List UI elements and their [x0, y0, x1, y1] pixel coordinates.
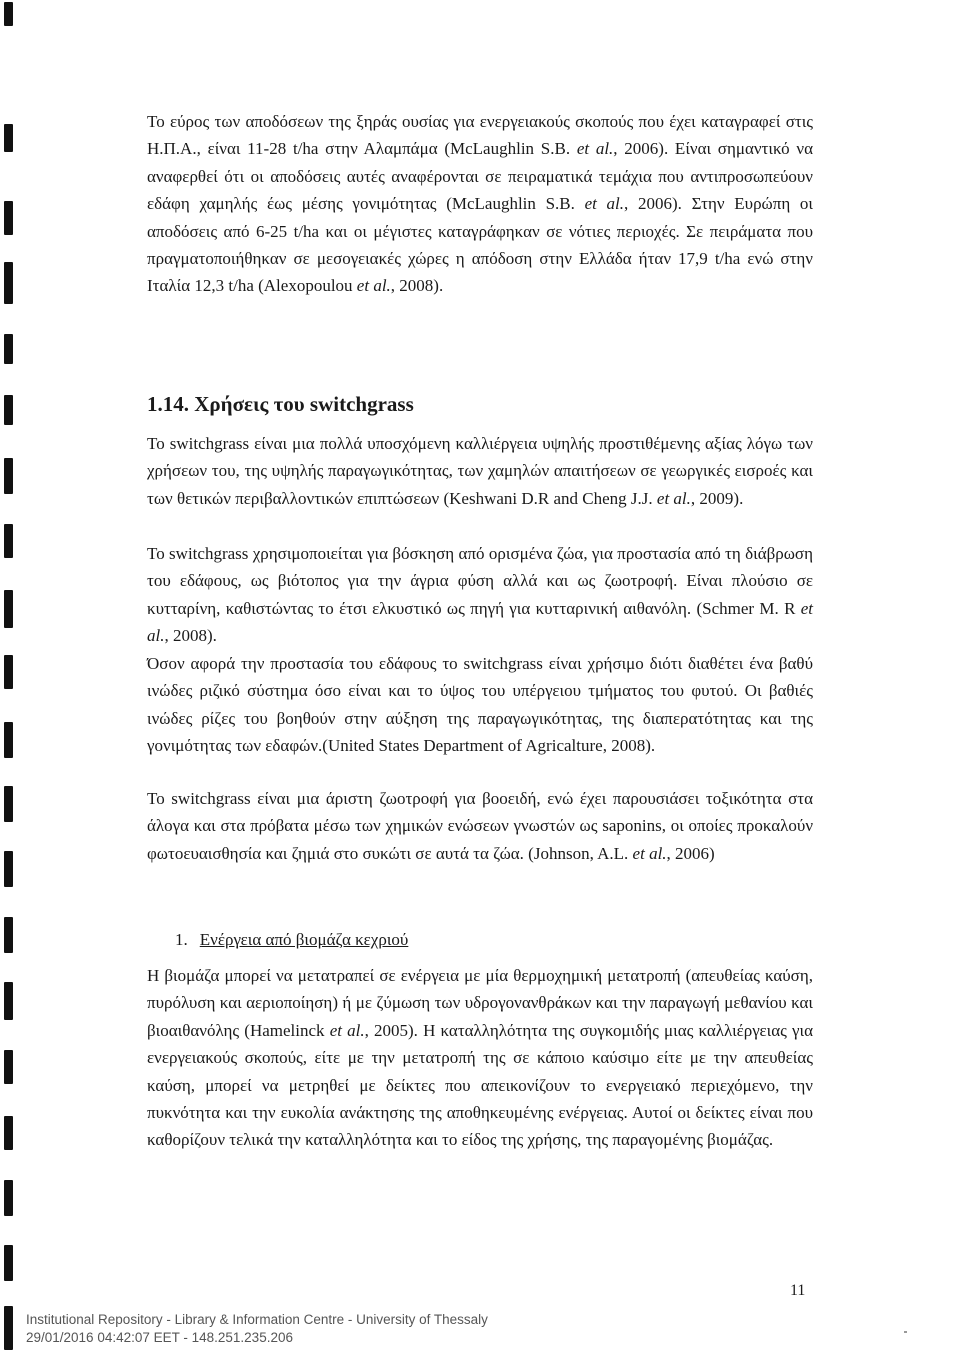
section-heading: 1.14. Χρήσεις του switchgrass [147, 392, 414, 416]
paragraph-uses-intro: Το switchgrass είναι μια πολλά υποσχόμενη καλλιέργεια υψηλής προστιθέμενης αξίας λόγω των χρήσεων του, της υψηλής παραγωγικότητας, των χαμηλών απαιτήσεων σε γεωργικές εισροές και των θετικών περιβαλλοντικών επιπτώσεων (Keshwani D.R and Cheng J.J. et al., 2009). [147, 434, 813, 508]
scan-dot [904, 1331, 907, 1333]
subsection-heading [175, 930, 408, 950]
paragraph-uses-grazing: Το switchgrass χρησιμοποιείται για βόσκηση από ορισμένα ζώα, για προστασία από τη διάβρωση του εδάφους, ως βιότοπος για την άγρια φύση αλλά και ως ζωοτροφή. Είναι πλούσιο σε κυτταρίνη, καθιστώντας το έτσι ελκυστικό ως πηγή για κυτταρινική αιθανόλη. (Schmer M. R et al., 2008). [147, 544, 813, 646]
paragraph-yields: Το εύρος των αποδόσεων της ξηράς ουσίας για ενεργειακούς σκοπούς που έχει καταγραφεί στις Η.Π.Α., είναι 11-28 t/ha στην Αλαμπάμα (McLaughlin S.B. et al., 2006). Είναι σημαντικό να αναφερθεί ότι οι αποδόσεις αυτές αναφέρονται σε πειραματικά τεμάχια που αντιπροσωπεύουν εδάφη χαμηλής έως μέσης γονιμότητας (McLaughlin S.B. et al., 2006). Στην Ευρώπη οι αποδόσεις από 6-25 t/ha και οι μέγιστες καταγράφηκαν σε νότιες περιοχές. Σε πειράματα που πραγματοποιήθηκαν σε μεσογειακές χώρες η απόδοση στην Ελλάδα ήταν 17,9 t/ha ενώ στην Ιταλία 12,3 t/ha (Alexopoulou et al., 2008). [147, 112, 813, 296]
subsection-number: 1. [175, 930, 188, 949]
paragraph-biomass-energy: Η βιομάζα μπορεί να μετατραπεί σε ενέργεια με μία θερμοχημική μετατροπή (απευθείας καύση, πυρόλυση και αεριοποίηση) ή με ζύμωση των υδρογονανθράκων και την παραγωγή μεθανίου και βιοαιθανόλης (Hamelinck et al., 2005). Η καταλληλότητα της συγκομιδής μιας καλλιέργειας για ενεργειακούς σκοπούς, είτε με την μετατροπή της σε κάποιο καύσιμο είτε με την απευθείας καύση, μπορεί να μετρηθεί με δείκτες που απεικονίζουν το ενεργειακό περιεχόμενο, την πυκνότητα και την ευκολία ανάκτησης της αποθηκευμένης ενέργειας. Αυτοί οι δείκτες είναι που καθορίζουν τελικά την καταλληλότητα και το είδος της χρήσης, της παραγομένης βιομάζας. [147, 966, 813, 1150]
page-number: 11 [790, 1282, 806, 1299]
scan-edge-marks [0, 0, 20, 1356]
footer-timestamp-line: 29/01/2016 04:42:07 EET - 148.251.235.206 [26, 1330, 293, 1345]
paragraph-forage-toxicity: Το switchgrass είναι μια άριστη ζωοτροφή για βοοειδή, ενώ έχει παρουσιάσει τοξικότητα στα άλογα και στα πρόβατα μέσω των χημικών ενώσεων γνωστών ως saponins, οι οποίες προκαλούν φωτοευαισθησία και ζημιά στο συκώτι σε αυτά τα ζώα. (Johnson, A.L. et al., 2006) [147, 789, 813, 863]
subsection-title: Ενέργεια από βιομάζα κεχριού [199, 930, 409, 949]
repository-footer [26, 1311, 488, 1347]
paragraph-soil-protection: Όσον αφορά την προστασία του εδάφους το switchgrass είναι χρήσιμο διότι διαθέτει ένα βαθύ ινώδες ριζικό σύστημα όσο είναι και το ύψος του υπέργειου τμήματος του φυτού. Οι βαθιές ινώδες ρίζες του βοηθούν στην αύξηση της παραγωγικότητας, της διαπερατότητας και της γονιμότητας των εδαφών.(United States Department of Agricalture, 2008). [147, 654, 813, 756]
footer-repository-line: Institutional Repository - Library & Information Centre - University of Thessaly [26, 1312, 488, 1327]
